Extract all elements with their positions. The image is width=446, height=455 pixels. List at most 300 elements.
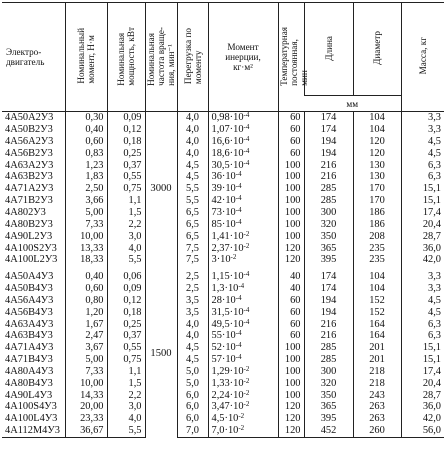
cell-inertia: [208, 124, 278, 136]
cell-motor: 4А63А2У3: [5, 159, 54, 171]
cell-speed: 3000: [145, 112, 177, 266]
inertia-base: 1,41·10: [211, 230, 244, 242]
inertia-base: 39·10: [211, 183, 236, 195]
table-row: [2, 195, 444, 207]
cell-overload: 5,5: [177, 195, 208, 207]
cell-overload: 5,0: [177, 366, 208, 378]
cell-temperature: 40: [278, 266, 304, 283]
cell-mass: 6,3: [401, 318, 444, 330]
table-body: [2, 112, 444, 438]
cell-diameter: 104: [353, 266, 401, 283]
cell-temperature: 100: [278, 378, 304, 390]
cell-inertia: [208, 195, 278, 207]
cell-inertia: [208, 413, 278, 425]
cell-temperature: 120: [278, 425, 304, 437]
cell-mass: 3,3: [401, 266, 444, 283]
cell-power: 0,12: [107, 295, 145, 307]
cell-mass: 4,5: [401, 136, 444, 148]
cell-overload: 6,5: [177, 230, 208, 242]
table-row: [2, 366, 444, 378]
cell-inertia: [208, 242, 278, 254]
cell-temperature: 40: [278, 283, 304, 295]
cell-inertia: [208, 330, 278, 342]
cell-temperature: 60: [278, 307, 304, 319]
cell-overload: 7,5: [177, 254, 208, 266]
cell-motor: 4А71А4У3: [5, 342, 54, 354]
cell-inertia: [208, 425, 278, 437]
table-row: [2, 354, 444, 366]
inertia-exponent: -4: [243, 270, 250, 279]
cell-length: 350: [304, 230, 353, 242]
inertia-exponent: -4: [235, 341, 242, 350]
header-diameter: Диаметр: [353, 3, 401, 96]
cell-temperature: 60: [278, 112, 304, 124]
cell-length: 216: [304, 330, 353, 342]
cell-diameter: 164: [353, 330, 401, 342]
cell-power: 0,75: [107, 354, 145, 366]
inertia-exponent: -4: [235, 293, 242, 302]
cell-length: 216: [304, 159, 353, 171]
cell-torque: 5,00: [65, 207, 107, 219]
cell-mass: 3,3: [401, 124, 444, 136]
cell-inertia: [208, 159, 278, 171]
cell-torque: 2,47: [65, 330, 107, 342]
cell-power: 0,75: [107, 183, 145, 195]
header-unit-mm: мм: [304, 96, 401, 112]
cell-temperature: 120: [278, 413, 304, 425]
cell-temperature: 100: [278, 354, 304, 366]
cell-length: 285: [304, 342, 353, 354]
cell-temperature: 60: [278, 295, 304, 307]
cell-length: 395: [304, 413, 353, 425]
cell-length: 174: [304, 124, 353, 136]
cell-mass: 4,5: [401, 295, 444, 307]
inertia-base: 0,98·10: [211, 112, 244, 124]
cell-diameter: 235: [353, 254, 401, 266]
cell-motor: 4А56В2У3: [5, 147, 53, 159]
inertia-exponent: -4: [235, 353, 242, 362]
inertia-exponent: -4: [243, 146, 250, 155]
cell-length: 194: [304, 307, 353, 319]
cell-power: 0,25: [107, 148, 145, 160]
cell-motor: 4А100L2У3: [5, 254, 58, 266]
inertia-base: 2,24·10: [211, 389, 244, 401]
header-inertia: Момент инерции, кг·м²: [208, 3, 278, 112]
cell-power: 1,1: [107, 366, 145, 378]
cell-mass: 15,1: [401, 342, 444, 354]
cell-overload: 6,0: [177, 401, 208, 413]
cell-motor: 4А71В4У3: [5, 354, 53, 366]
cell-overload: 4,0: [177, 330, 208, 342]
cell-inertia: [208, 366, 278, 378]
cell-mass: 15,1: [401, 183, 444, 195]
table-row: [2, 378, 444, 390]
cell-power: 0,55: [107, 342, 145, 354]
cell-power: 0,12: [107, 124, 145, 136]
cell-torque: 0,30: [65, 112, 107, 124]
cell-inertia: [208, 307, 278, 319]
cell-temperature: 100: [278, 159, 304, 171]
cell-torque: 3,67: [65, 342, 107, 354]
cell-diameter: 218: [353, 366, 401, 378]
table-row: [2, 266, 444, 283]
cell-temperature: 100: [278, 207, 304, 219]
cell-length: 452: [304, 425, 353, 437]
cell-diameter: 218: [353, 378, 401, 390]
cell-inertia: [208, 283, 278, 295]
cell-diameter: 263: [353, 413, 401, 425]
cell-mass: 42,0: [401, 254, 444, 266]
inertia-base: 42·10: [211, 195, 236, 207]
cell-power: 3,0: [107, 230, 145, 242]
inertia-exponent: -4: [243, 134, 250, 143]
cell-torque: 0,60: [65, 136, 107, 148]
cell-diameter: 170: [353, 183, 401, 195]
cell-length: 285: [304, 195, 353, 207]
cell-temperature: 60: [278, 136, 304, 148]
cell-inertia: [208, 136, 278, 148]
cell-diameter: 120: [353, 148, 401, 160]
cell-length: 216: [304, 171, 353, 183]
cell-length: 365: [304, 401, 353, 413]
cell-diameter: 120: [353, 136, 401, 148]
cell-diameter: 152: [353, 307, 401, 319]
cell-inertia: [208, 266, 278, 283]
cell-temperature: 100: [278, 342, 304, 354]
inertia-base: 36·10: [211, 171, 236, 183]
cell-motor: 4А100S4У3: [5, 401, 57, 413]
cell-overload: 6,0: [177, 413, 208, 425]
cell-diameter: 170: [353, 195, 401, 207]
cell-power: 4,0: [107, 413, 145, 425]
cell-torque: 2,50: [65, 183, 107, 195]
header-speed: Номинальная частота враще- ния, мин⁻¹: [145, 3, 177, 112]
cell-mass: 28,7: [401, 389, 444, 401]
cell-overload: 5,0: [177, 378, 208, 390]
cell-torque: 0,40: [65, 124, 107, 136]
inertia-base: 16,6·10: [211, 135, 244, 147]
cell-power: 0,09: [107, 283, 145, 295]
cell-motor: 4А71В2У3: [5, 195, 53, 207]
cell-torque: 7,33: [65, 366, 107, 378]
table-header: [2, 3, 444, 112]
cell-mass: 20,4: [401, 378, 444, 390]
inertia-base: 1,07·10: [211, 124, 244, 136]
cell-power: 0,06: [107, 266, 145, 283]
cell-length: 320: [304, 378, 353, 390]
cell-length: 194: [304, 295, 353, 307]
table-row: [2, 307, 444, 319]
cell-diameter: 201: [353, 354, 401, 366]
inertia-exponent: -2: [243, 376, 250, 385]
inertia-exponent: -4: [235, 217, 242, 226]
cell-motor: 4А56В4У3: [5, 306, 53, 318]
cell-torque: 5,00: [65, 354, 107, 366]
cell-overload: 7,0: [177, 425, 208, 437]
cell-diameter: 152: [353, 295, 401, 307]
cell-overload: 2,5: [177, 283, 208, 295]
table-row: [2, 136, 444, 148]
cell-inertia: [208, 148, 278, 160]
inertia-base: 18,6·10: [211, 147, 244, 159]
cell-overload: 6,5: [177, 219, 208, 231]
cell-length: 194: [304, 148, 353, 160]
cell-temperature: 100: [278, 230, 304, 242]
inertia-exponent: -4: [235, 182, 242, 191]
inertia-exponent: -2: [243, 400, 250, 409]
cell-mass: 28,7: [401, 230, 444, 242]
cell-temperature: 60: [278, 318, 304, 330]
table-row: [2, 207, 444, 219]
cell-diameter: 201: [353, 342, 401, 354]
cell-power: 1,5: [107, 207, 145, 219]
cell-power: 1,1: [107, 195, 145, 207]
inertia-base: 49,5·10: [211, 318, 244, 330]
cell-inertia: [208, 254, 278, 266]
cell-overload: 4,0: [177, 148, 208, 160]
cell-torque: 7,33: [65, 219, 107, 231]
inertia-base: 28·10: [211, 294, 236, 306]
cell-torque: 20,00: [65, 401, 107, 413]
cell-motor: 4А71А2У3: [5, 183, 54, 195]
cell-length: 216: [304, 318, 353, 330]
inertia-base: 55·10: [211, 330, 236, 342]
cell-inertia: [208, 354, 278, 366]
cell-temperature: 100: [278, 183, 304, 195]
cell-torque: 0,60: [65, 283, 107, 295]
header-temperature: Температурная постоянная, мин: [278, 3, 304, 112]
cell-temperature: 100: [278, 171, 304, 183]
table-row: [2, 318, 444, 330]
cell-motor: 4А50В2У3: [5, 124, 53, 136]
inertia-exponent: -2: [243, 364, 250, 373]
cell-temperature: 100: [278, 195, 304, 207]
cell-inertia: [208, 112, 278, 124]
inertia-exponent: -4: [243, 305, 250, 314]
cell-motor: 4А90L2У3: [5, 230, 53, 242]
cell-length: 174: [304, 112, 353, 124]
inertia-exponent: -2: [238, 412, 245, 421]
inertia-base: 73·10: [211, 206, 236, 218]
inertia-exponent: -2: [243, 388, 250, 397]
cell-diameter: 263: [353, 401, 401, 413]
cell-power: 2,2: [107, 389, 145, 401]
cell-motor: 4А63А4У3: [5, 318, 54, 330]
cell-torque: 1,67: [65, 318, 107, 330]
cell-torque: 36,67: [65, 425, 107, 437]
cell-overload: 3,5: [177, 307, 208, 319]
cell-motor: 4А80В2У3: [5, 218, 53, 230]
table-row: [2, 283, 444, 295]
cell-length: 300: [304, 366, 353, 378]
cell-torque: 0,83: [65, 148, 107, 160]
inertia-exponent: -2: [243, 229, 250, 238]
cell-power: 0,09: [107, 112, 145, 124]
cell-length: 300: [304, 207, 353, 219]
cell-overload: 4,5: [177, 171, 208, 183]
cell-temperature: 120: [278, 401, 304, 413]
cell-torque: 10,00: [65, 378, 107, 390]
cell-mass: 3,3: [401, 112, 444, 124]
header-motor: Электро- двигатель: [2, 3, 65, 112]
cell-overload: 4,0: [177, 318, 208, 330]
table-row: [2, 171, 444, 183]
cell-diameter: 208: [353, 230, 401, 242]
table-row: [2, 295, 444, 307]
inertia-exponent: -4: [235, 170, 242, 179]
cell-length: 194: [304, 136, 353, 148]
motor-spec-table: [2, 2, 444, 438]
cell-diameter: 130: [353, 171, 401, 183]
table-row: [2, 219, 444, 231]
cell-inertia: [208, 378, 278, 390]
cell-temperature: 100: [278, 366, 304, 378]
table-row: [2, 148, 444, 160]
cell-motor: 4А80В4У3: [5, 377, 53, 389]
cell-motor: 4А100S2У3: [5, 242, 57, 254]
inertia-exponent: -4: [235, 329, 242, 338]
cell-mass: 15,1: [401, 354, 444, 366]
cell-power: 0,37: [107, 330, 145, 342]
inertia-base: 85·10: [211, 218, 236, 230]
cell-mass: 4,5: [401, 307, 444, 319]
header-torque: Номинальный момент, Н·м: [65, 3, 107, 112]
cell-power: 0,37: [107, 159, 145, 171]
cell-inertia: [208, 207, 278, 219]
cell-torque: 18,33: [65, 254, 107, 266]
header-power: Номинальная мощность, кВт: [107, 3, 145, 112]
cell-power: 0,18: [107, 136, 145, 148]
table-row: [2, 342, 444, 354]
cell-length: 174: [304, 266, 353, 283]
table-row: [2, 230, 444, 242]
table-row: [2, 425, 444, 437]
cell-diameter: 104: [353, 112, 401, 124]
cell-motor: 4А112М4У3: [2, 425, 65, 437]
cell-diameter: 243: [353, 389, 401, 401]
inertia-base: 1,15·10: [211, 271, 244, 283]
cell-mass: 17,4: [401, 366, 444, 378]
table-row: [2, 254, 444, 266]
cell-inertia: [208, 171, 278, 183]
cell-torque: 13,33: [65, 242, 107, 254]
cell-overload: 4,0: [177, 124, 208, 136]
cell-diameter: 104: [353, 124, 401, 136]
cell-diameter: 130: [353, 159, 401, 171]
cell-power: 2,2: [107, 219, 145, 231]
table-row: [2, 183, 444, 195]
cell-motor: 4А50А2У3: [5, 112, 54, 124]
cell-temperature: 60: [278, 124, 304, 136]
cell-torque: 1,83: [65, 171, 107, 183]
cell-overload: 2,5: [177, 266, 208, 283]
inertia-exponent: -4: [243, 111, 250, 120]
inertia-base: 30,5·10: [211, 159, 244, 171]
header-overload: Перегрузка по моменту: [177, 3, 208, 112]
cell-mass: 6,3: [401, 171, 444, 183]
cell-temperature: 100: [278, 389, 304, 401]
cell-temperature: 120: [278, 242, 304, 254]
cell-mass: 4,5: [401, 148, 444, 160]
cell-overload: 4,0: [177, 112, 208, 124]
cell-torque: 1,20: [65, 307, 107, 319]
cell-inertia: [208, 230, 278, 242]
cell-overload: 7,5: [177, 242, 208, 254]
cell-motor: 4А63В2У3: [5, 171, 53, 183]
cell-length: 395: [304, 254, 353, 266]
inertia-exponent: -4: [243, 123, 250, 132]
cell-inertia: [208, 342, 278, 354]
cell-length: 365: [304, 242, 353, 254]
inertia-base: 31,5·10: [211, 306, 244, 318]
cell-inertia: [208, 389, 278, 401]
cell-torque: 0,40: [65, 266, 107, 283]
cell-inertia: [208, 295, 278, 307]
cell-power: 5,5: [107, 254, 145, 266]
cell-power: 4,0: [107, 242, 145, 254]
table-row: [2, 112, 444, 124]
inertia-exponent: -4: [235, 194, 242, 203]
cell-diameter: 260: [353, 425, 401, 437]
table-row: [2, 159, 444, 171]
cell-motor: 4А50А4У3: [5, 271, 54, 283]
inertia-base: 4,5·10: [211, 413, 239, 425]
cell-length: 285: [304, 354, 353, 366]
cell-overload: 4,0: [177, 136, 208, 148]
cell-torque: 10,00: [65, 230, 107, 242]
cell-motor: 4А100L4У3: [5, 413, 58, 425]
cell-diameter: 186: [353, 207, 401, 219]
cell-diameter: 235: [353, 242, 401, 254]
cell-overload: 4,5: [177, 159, 208, 171]
inertia-exponent: -2: [238, 424, 245, 433]
cell-motor: 4А80А4У3: [5, 365, 54, 377]
cell-diameter: 186: [353, 219, 401, 231]
cell-mass: 20,4: [401, 219, 444, 231]
header-length: Длина: [304, 3, 353, 96]
inertia-base: 57·10: [211, 354, 236, 366]
cell-diameter: 104: [353, 283, 401, 295]
cell-overload: 6,0: [177, 389, 208, 401]
inertia-base: 1,3·10: [211, 283, 239, 295]
table-row: [2, 413, 444, 425]
table-row: [2, 124, 444, 136]
inertia-exponent: -4: [243, 158, 250, 167]
cell-motor: 4А90L4У3: [5, 389, 53, 401]
cell-overload: 6,5: [177, 207, 208, 219]
inertia-exponent: -4: [238, 282, 245, 291]
cell-mass: 6,3: [401, 159, 444, 171]
cell-mass: 56,0: [401, 425, 444, 437]
cell-overload: 4,5: [177, 342, 208, 354]
cell-overload: 4,5: [177, 354, 208, 366]
cell-inertia: [208, 318, 278, 330]
cell-mass: 36,0: [401, 242, 444, 254]
cell-mass: 3,3: [401, 283, 444, 295]
cell-temperature: 60: [278, 148, 304, 160]
cell-overload: 3,5: [177, 295, 208, 307]
inertia-base: 1,29·10: [211, 365, 244, 377]
cell-power: 0,25: [107, 318, 145, 330]
cell-motor: 4А802У3: [5, 206, 46, 218]
inertia-base: 3·10: [211, 254, 231, 266]
cell-temperature: 120: [278, 254, 304, 266]
table-row: [2, 401, 444, 413]
cell-motor: 4А56А2У3: [5, 135, 54, 147]
cell-torque: 0,80: [65, 295, 107, 307]
inertia-exponent: -2: [243, 241, 250, 250]
header-mass: Масса, кг: [401, 3, 444, 112]
